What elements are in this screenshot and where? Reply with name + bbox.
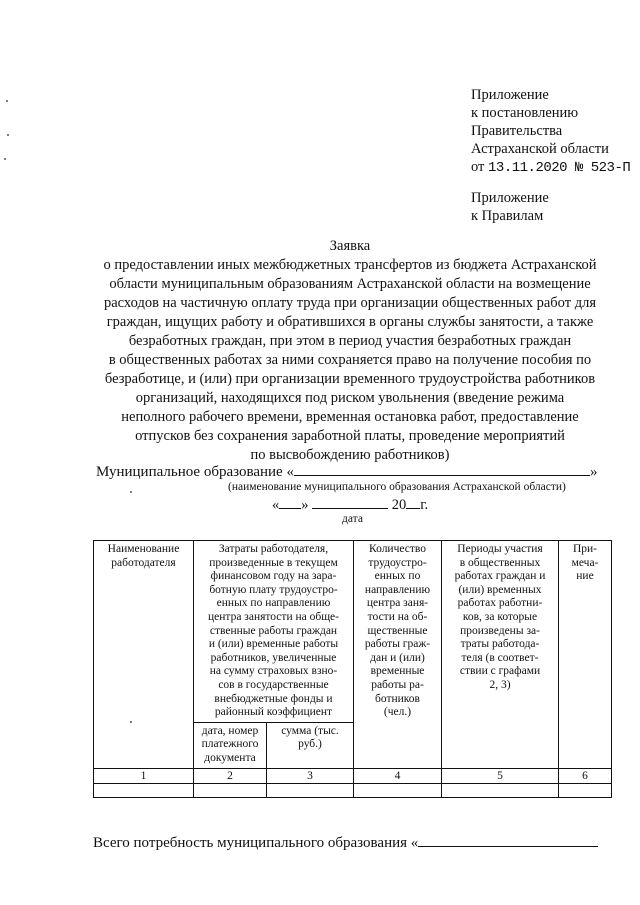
title-line: отпусков без сохранения заработной платы, проведение мероприятий — [135, 428, 565, 444]
total-line — [93, 832, 598, 852]
total-label: Всего потребность муниципального образования « — [93, 835, 419, 851]
scan-speck — [130, 721, 132, 723]
title-line: в общественных работах за ними сохраняется право на получение пособия по — [108, 352, 592, 368]
title-line: области муниципальным образованиям Астраханской области на возмещение — [109, 276, 591, 292]
header-note: При- меча- ние — [559, 541, 612, 769]
title-header: Заявка — [329, 238, 371, 254]
appendix-date-stamp: 13.11.2020 № 523-П — [488, 160, 631, 176]
scan-speck — [6, 100, 8, 102]
appendix-block — [471, 86, 630, 177]
title-line: о предоставлении иных межбюджетных трансфертов из бюджета Астраханской — [103, 257, 597, 273]
appendix-date-prefix: от — [471, 159, 485, 175]
title-line: неполного рабочего времени, временная остановка работ, предоставление — [121, 409, 579, 425]
title-line: организаций, находящихся под риском увольнения (введение режима — [135, 390, 565, 406]
date-hint: дата — [342, 513, 363, 525]
header-employed-count: Количество трудоустро- енных по направлению центра заня- тости на об- щественные работы граж- дан и (или) временные работы ра- ботников (чел.) — [354, 541, 442, 769]
date-open-quote: « — [272, 497, 280, 513]
municipality-label: Муниципальное образование « — [96, 464, 294, 480]
municipality-blank[interactable] — [294, 461, 590, 476]
column-number: 4 — [354, 768, 442, 783]
appendix-line: Правительства — [471, 123, 563, 139]
appendix-line: Астраханской области — [471, 141, 609, 157]
appendix-rules-line: Приложение — [471, 190, 549, 206]
municipality-line — [96, 461, 597, 481]
table-cell[interactable] — [354, 783, 442, 797]
scan-speck — [7, 134, 9, 136]
table-cell[interactable] — [194, 783, 267, 797]
header-employer-name: Наименование работодателя — [94, 541, 194, 769]
table-header-row — [94, 541, 612, 723]
table-cell[interactable] — [559, 783, 612, 797]
appendix-rules-line: к Правилам — [471, 208, 544, 224]
appendix-date-line — [471, 158, 630, 177]
appendix-rules-block — [471, 189, 549, 225]
table-cell[interactable] — [442, 783, 559, 797]
date-line — [272, 495, 428, 514]
appendix-line: к постановлению — [471, 105, 579, 121]
municipality-close: » — [589, 464, 598, 480]
scan-speck — [4, 158, 6, 160]
header-amount: сумма (тыс. руб.) — [267, 722, 354, 768]
municipality-hint: (наименование муниципального образования Астраханской области) — [228, 481, 566, 493]
date-year-prefix: 20 — [391, 497, 407, 513]
total-blank[interactable] — [418, 832, 598, 847]
column-number: 3 — [267, 768, 354, 783]
column-number: 2 — [194, 768, 267, 783]
table-number-row — [94, 768, 612, 783]
table-row — [94, 783, 612, 797]
date-month-blank[interactable] — [312, 495, 388, 509]
title-line: по высвобождению работников) — [250, 447, 450, 463]
scan-speck — [130, 491, 132, 493]
header-payment-document: дата, номер платежного документа — [194, 722, 267, 768]
appendix-line: Приложение — [471, 87, 549, 103]
table-cell[interactable] — [94, 783, 194, 797]
application-table — [93, 540, 612, 798]
title-line: расходов на частичную оплату труда при организации общественных работ для — [103, 295, 596, 311]
date-year-suffix: г. — [420, 497, 429, 513]
title-line: граждан, ищущих работу и обратившихся в органы службы занятости, а также — [106, 314, 594, 330]
column-number: 5 — [442, 768, 559, 783]
document-title — [60, 237, 640, 465]
title-line: безработных граждан, при этом в период участия безработных граждан — [128, 333, 572, 349]
column-number: 6 — [559, 768, 612, 783]
title-line: безработице, и (или) при организации временного трудоустройства работников — [104, 371, 596, 387]
date-close-quote: » — [301, 497, 309, 513]
table-cell[interactable] — [267, 783, 354, 797]
date-year-blank[interactable] — [406, 495, 420, 509]
header-participation-periods: Периоды участия в общественных работах граждан и (или) временных работах работни- ков, за которые произведены за- траты работода- теля (в соответ- ствии с графами 2, 3) — [442, 541, 559, 769]
column-number: 1 — [94, 768, 194, 783]
header-employer-costs: Затраты работодателя, произведенные в текущем финансовом году на зара- ботную плату трудоустро- енных по направлению центра занятости на обще- ственные работы граждан и (или) временные работы работников, увеличенные на сумму страховых взно- сов в государственные внебюджетные фонды и районный коэффициент — [194, 541, 354, 723]
date-day-blank[interactable] — [279, 495, 301, 509]
